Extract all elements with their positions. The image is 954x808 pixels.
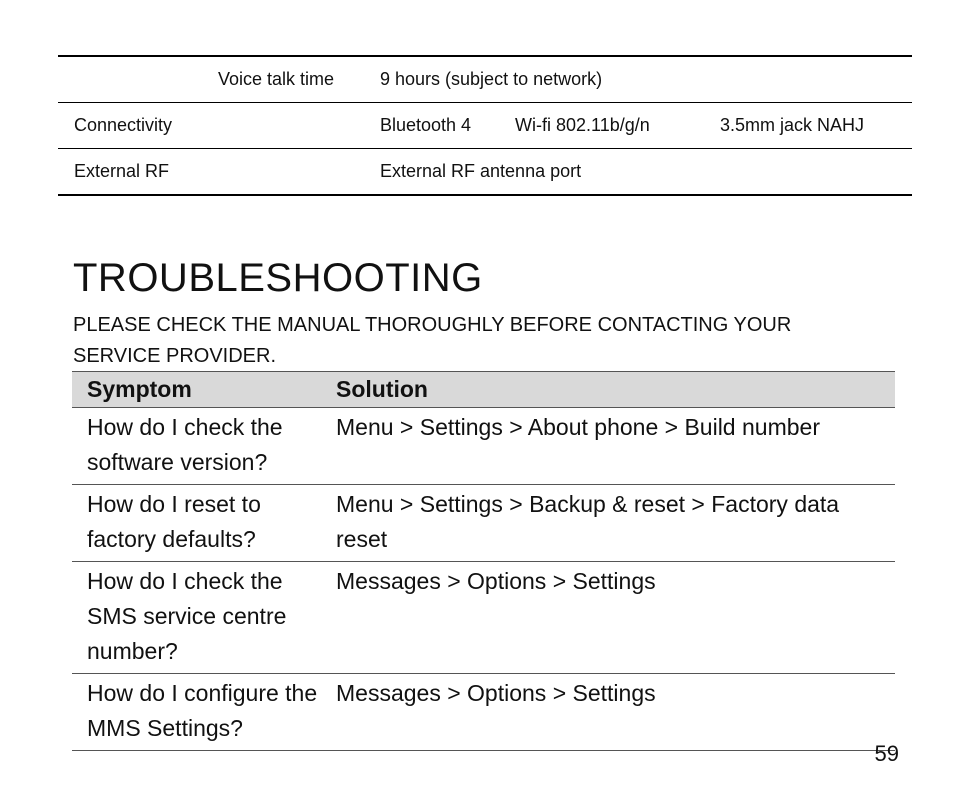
table-row bbox=[72, 408, 895, 485]
page-number: 59 bbox=[874, 741, 899, 766]
symptom-cell: How do I reset to factory defaults? bbox=[72, 485, 321, 562]
section-title: TROUBLESHOOTING bbox=[73, 256, 483, 300]
specifications-table bbox=[58, 55, 912, 196]
solution-cell: Menu > Settings > Backup & reset > Factory data reset bbox=[321, 485, 895, 562]
spec-value-part: 9 hours (subject to network) bbox=[380, 69, 603, 89]
spec-value-part: External RF antenna port bbox=[380, 161, 582, 181]
table-row bbox=[72, 674, 895, 751]
table-header-row bbox=[72, 372, 895, 408]
spec-value bbox=[380, 115, 864, 136]
spec-value bbox=[380, 161, 581, 182]
column-header-symptom: Symptom bbox=[72, 372, 321, 408]
table-row bbox=[72, 562, 895, 674]
spec-value-part: Wi-fi 802.11b/g/n bbox=[515, 115, 650, 135]
troubleshooting-table bbox=[72, 371, 895, 751]
symptom-cell: How do I check the SMS service centre number? bbox=[72, 562, 321, 674]
spec-row-external-rf bbox=[58, 149, 912, 196]
table-row bbox=[72, 485, 895, 562]
spec-value bbox=[380, 69, 602, 90]
solution-cell: Menu > Settings > About phone > Build number bbox=[321, 408, 895, 485]
spec-row-voice-talk-time bbox=[58, 55, 912, 103]
symptom-cell: How do I check the software version? bbox=[72, 408, 321, 485]
spec-label: Connectivity bbox=[74, 115, 173, 135]
spec-label: External RF bbox=[74, 161, 170, 181]
spec-label: Voice talk time bbox=[217, 69, 334, 89]
column-header-solution: Solution bbox=[321, 372, 895, 408]
spec-value-part: 3.5mm jack NAHJ bbox=[720, 115, 865, 135]
spec-value-part: Bluetooth 4 bbox=[380, 115, 472, 135]
spec-row-connectivity bbox=[58, 103, 912, 149]
solution-cell: Messages > Options > Settings bbox=[321, 562, 895, 674]
solution-cell: Messages > Options > Settings bbox=[321, 674, 895, 751]
symptom-cell: How do I configure the MMS Settings? bbox=[72, 674, 321, 751]
section-notice: PLEASE CHECK THE MANUAL THOROUGHLY BEFORE CONTACTING YOUR SERVICE PROVIDER. bbox=[73, 314, 792, 367]
